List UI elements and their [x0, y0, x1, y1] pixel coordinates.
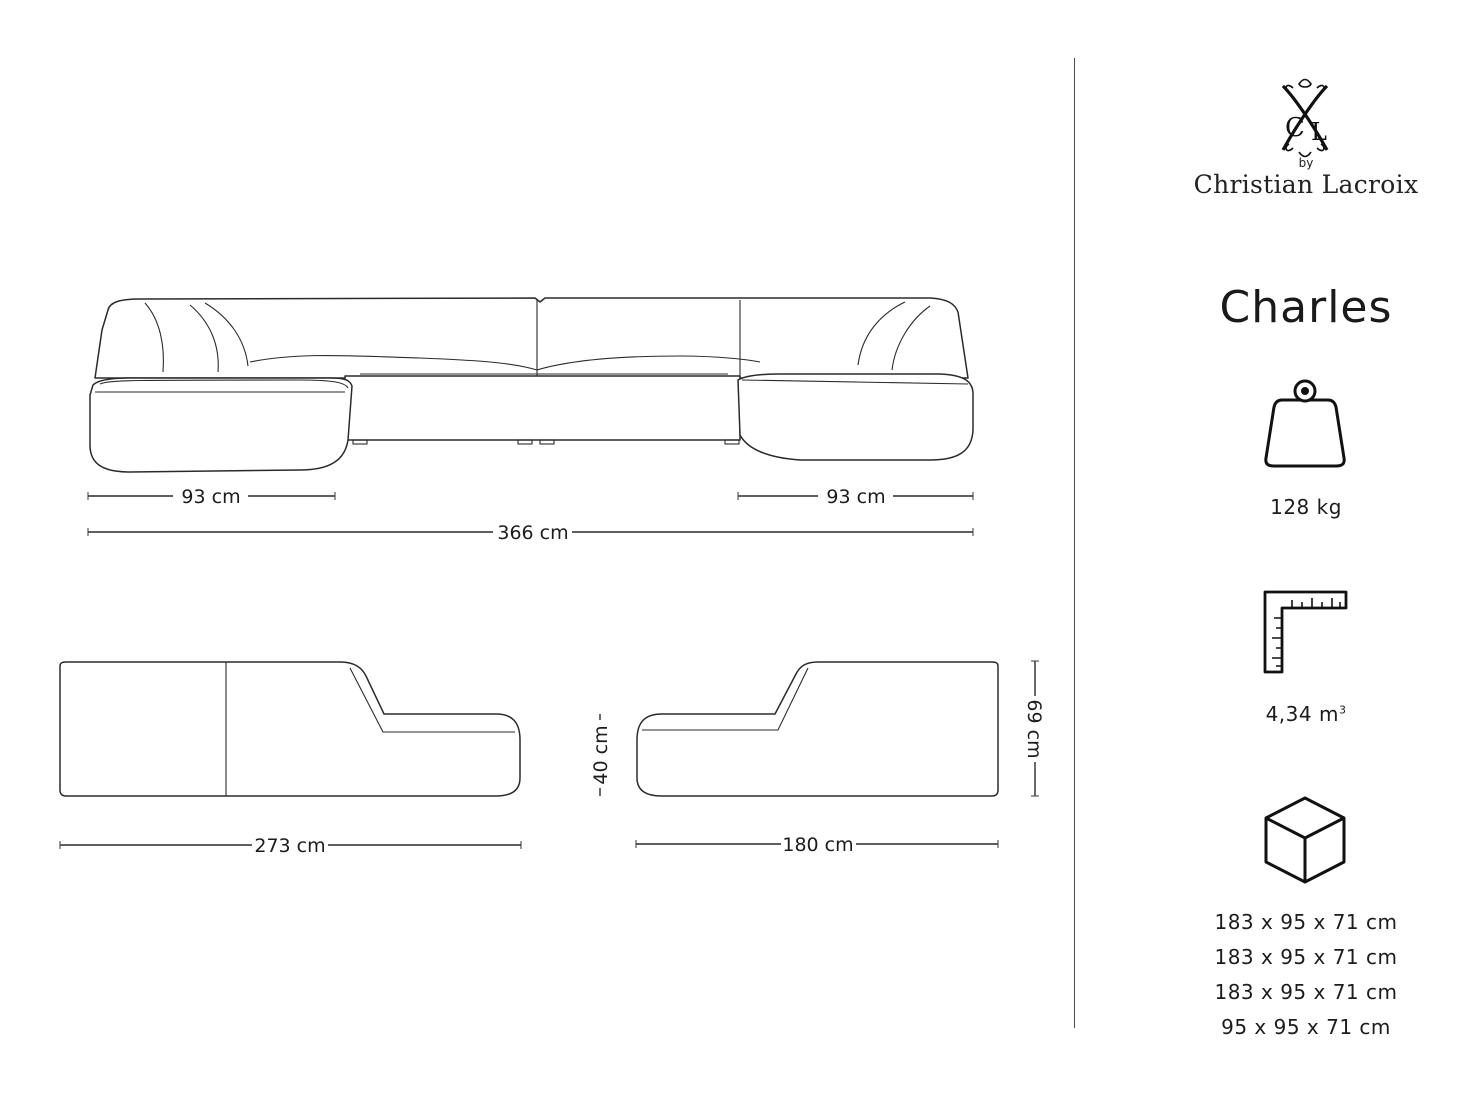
dim-label-side-left: 273 cm [254, 835, 326, 857]
dimension-seat-height [590, 714, 612, 796]
brand-block [1186, 72, 1426, 199]
dimension-front-total [88, 522, 973, 544]
dim-label-front-left: 93 cm [181, 486, 241, 508]
brand-name: Christian Lacroix [1193, 170, 1419, 199]
svg-text:C: C [1285, 113, 1305, 143]
package-list [1176, 906, 1436, 1046]
brand-by: by [1298, 156, 1314, 170]
package-item: 183 x 95 x 71 cm [1214, 945, 1398, 969]
package-item: 183 x 95 x 71 cm [1214, 980, 1398, 1004]
package-item: 95 x 95 x 71 cm [1221, 1015, 1391, 1039]
dim-label-total-height: 69 cm [1023, 699, 1045, 759]
sofa-side-view-left [60, 662, 520, 796]
sofa-side-view-right [637, 662, 998, 796]
dim-label-front-total: 366 cm [497, 522, 569, 544]
dimension-front-left [88, 486, 335, 508]
svg-text:L: L [1311, 118, 1327, 146]
dimension-side-left [60, 835, 521, 857]
panel-divider [1074, 58, 1075, 1028]
sofa-front-view [90, 298, 973, 472]
weight-icon [1266, 381, 1344, 466]
brand-monogram-space [1186, 72, 1426, 154]
ruler-corner-icon [1265, 592, 1346, 672]
volume-unit-sup: 3 [1338, 703, 1347, 717]
volume-value-wrap [1176, 702, 1436, 726]
dim-label-seat-height: 40 cm [590, 725, 612, 785]
box-icon [1266, 798, 1344, 882]
dim-label-side-right: 180 cm [782, 834, 854, 856]
dim-label-front-right: 93 cm [826, 486, 886, 508]
weight-value: 128 kg [1270, 495, 1342, 519]
dimension-side-right [636, 834, 998, 856]
volume-value: 4,34 m [1265, 702, 1339, 726]
package-item: 183 x 95 x 71 cm [1214, 910, 1398, 934]
dimension-front-right [738, 486, 973, 508]
product-model-title: Charles [1219, 282, 1393, 333]
dimension-total-height [1023, 661, 1045, 796]
